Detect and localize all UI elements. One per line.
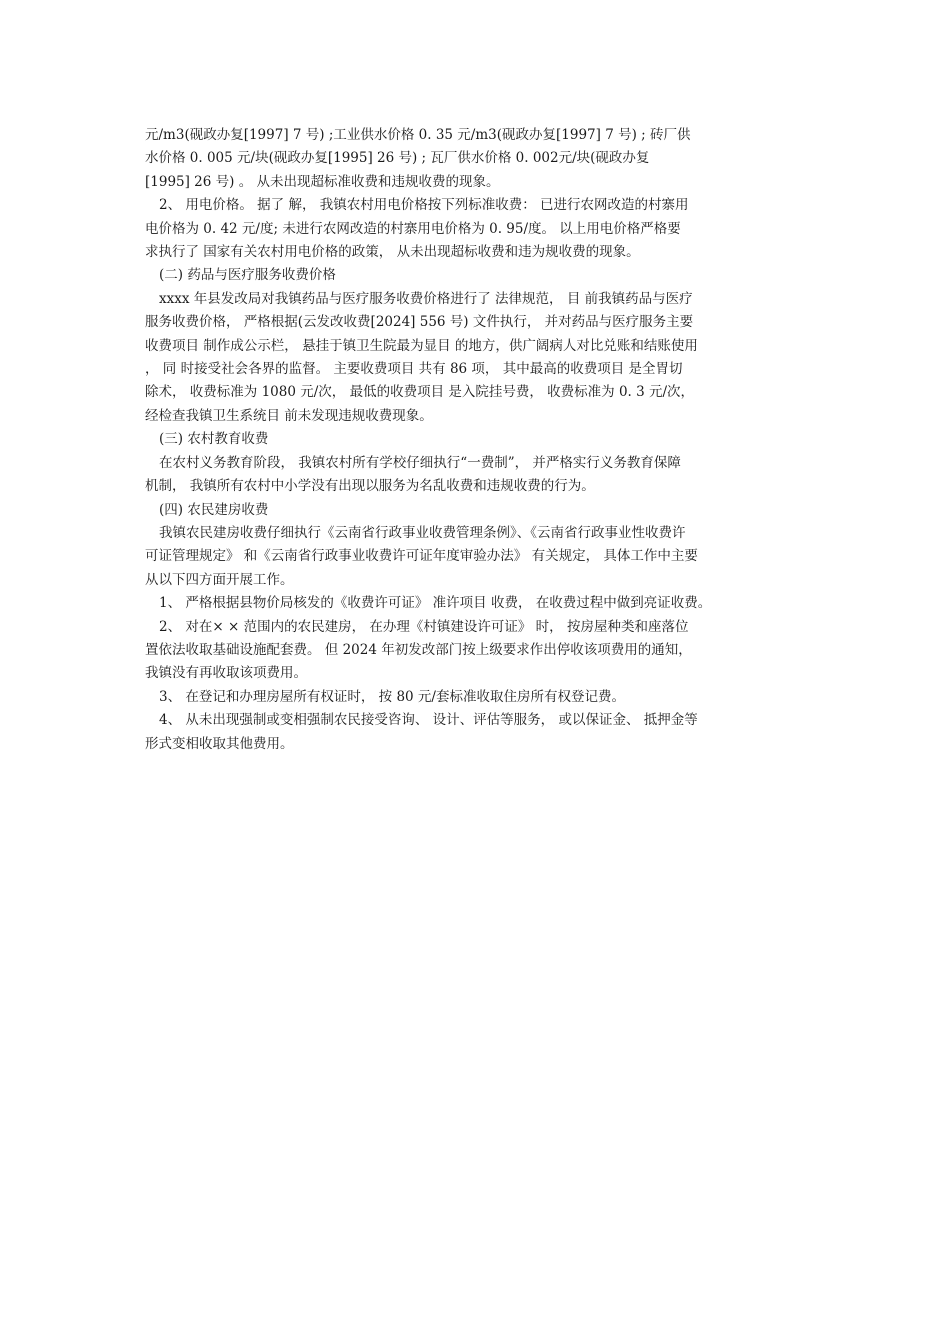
text-line: [1995] 26 号) 。 从未出现超标准收费和违规收费的现象。 xyxy=(145,173,500,190)
text-line: 水价格 0. 005 元/块(砚政办复[1995] 26 号) ; 瓦厂供水价格 0. 002元/块(砚政办复 xyxy=(145,150,650,167)
text-line: 机制， 我镇所有农村中小学没有出现以服务为名乱收费和违规收费的行为。 xyxy=(145,478,595,495)
text-line: 2、 对在× × 范围内的农民建房， 在办理《村镇建设许可证》 时， 按房屋种类和座落位 xyxy=(159,618,689,635)
text-line: (二) 药品与医疗服务收费价格 xyxy=(159,267,336,284)
text-line: 从以下四方面开展工作。 xyxy=(145,571,294,588)
text-line: 可证管理规定》 和《云南省行政事业收费许可证年度审验办法》 有关规定， 具体工作中主要 xyxy=(145,548,698,565)
text-line: 我镇农民建房收费仔细执行《云南省行政事业收费管理条例》、《云南省行政事业性收费许 xyxy=(159,524,686,541)
text-line: 元/m3(砚政办复[1997] 7 号) ;工业供水价格 0. 35 元/m3(砚政办复[1997] 7 号) ; 砖厂供 xyxy=(145,127,691,143)
text-line: 收费项目 制作成公示栏， 悬挂于镇卫生院最为显目 的地方，供广阔病人对比兑账和结账使用 xyxy=(145,337,698,354)
text-line: 置依法收取基础设施配套费。 但 2024 年初发改部门按上级要求作出停收该项费用的通知， xyxy=(145,641,692,658)
text-line: 在农村义务教育阶段， 我镇农村所有学校仔细执行“一费制”， 并严格实行义务教育保障 xyxy=(159,454,681,471)
text-line: xxxx 年县发改局对我镇药品与医疗服务收费价格进行了 法律规范， 目 前我镇药品与医疗 xyxy=(159,290,693,307)
text-line: 除术， 收费标准为 1080 元/次， 最低的收费项目 是入院挂号费， 收费标准为 0. 3 元/次， xyxy=(145,384,695,401)
text-line: 1、 严格根据县物价局核发的《收费许可证》 准许项目 收费， 在收费过程中做到亮证收费。 xyxy=(159,595,712,612)
text-line: 4、 从未出现强制或变相强制农民接受咨询、 设计、评估等服务， 或以保证金、 抵押金等 xyxy=(159,712,698,729)
text-line: 形式变相收取其他费用。 xyxy=(145,735,294,752)
text-line: 求执行了 国家有关农村用电价格的政策， 从未出现超标收费和违为规收费的现象。 xyxy=(145,244,640,261)
text-line: ， 同 时接受社会各界的监督。 主要收费项目 共有 86 项， 其中最高的收费项目 是全胃切 xyxy=(145,361,683,378)
text-line: (四) 农民建房收费 xyxy=(159,501,269,518)
text-line: 经检查我镇卫生系统目 前未发现违规收费现象。 xyxy=(145,407,433,424)
text-line: 服务收费价格， 严格根据(云发改收费[2024] 556 号) 文件执行， 并对药品与医疗服务主要 xyxy=(145,314,694,331)
text-line: 2、 用电价格。 据了 解， 我镇农村用电价格按下列标准收费： 已进行农网改造的村寨用 xyxy=(159,197,689,214)
document-body xyxy=(145,124,825,756)
text-line: 3、 在登记和办理房屋所有权证时， 按 80 元/套标准收取住房所有权登记费。 xyxy=(159,688,625,705)
text-line: (三) 农村教育收费 xyxy=(159,431,269,448)
text-line: 我镇没有再收取该项费用。 xyxy=(145,665,307,682)
text-line: 电价格为 0. 42 元/度; 未进行农网改造的村寨用电价格为 0. 95/度。 以上用电价格严格要 xyxy=(145,220,681,237)
